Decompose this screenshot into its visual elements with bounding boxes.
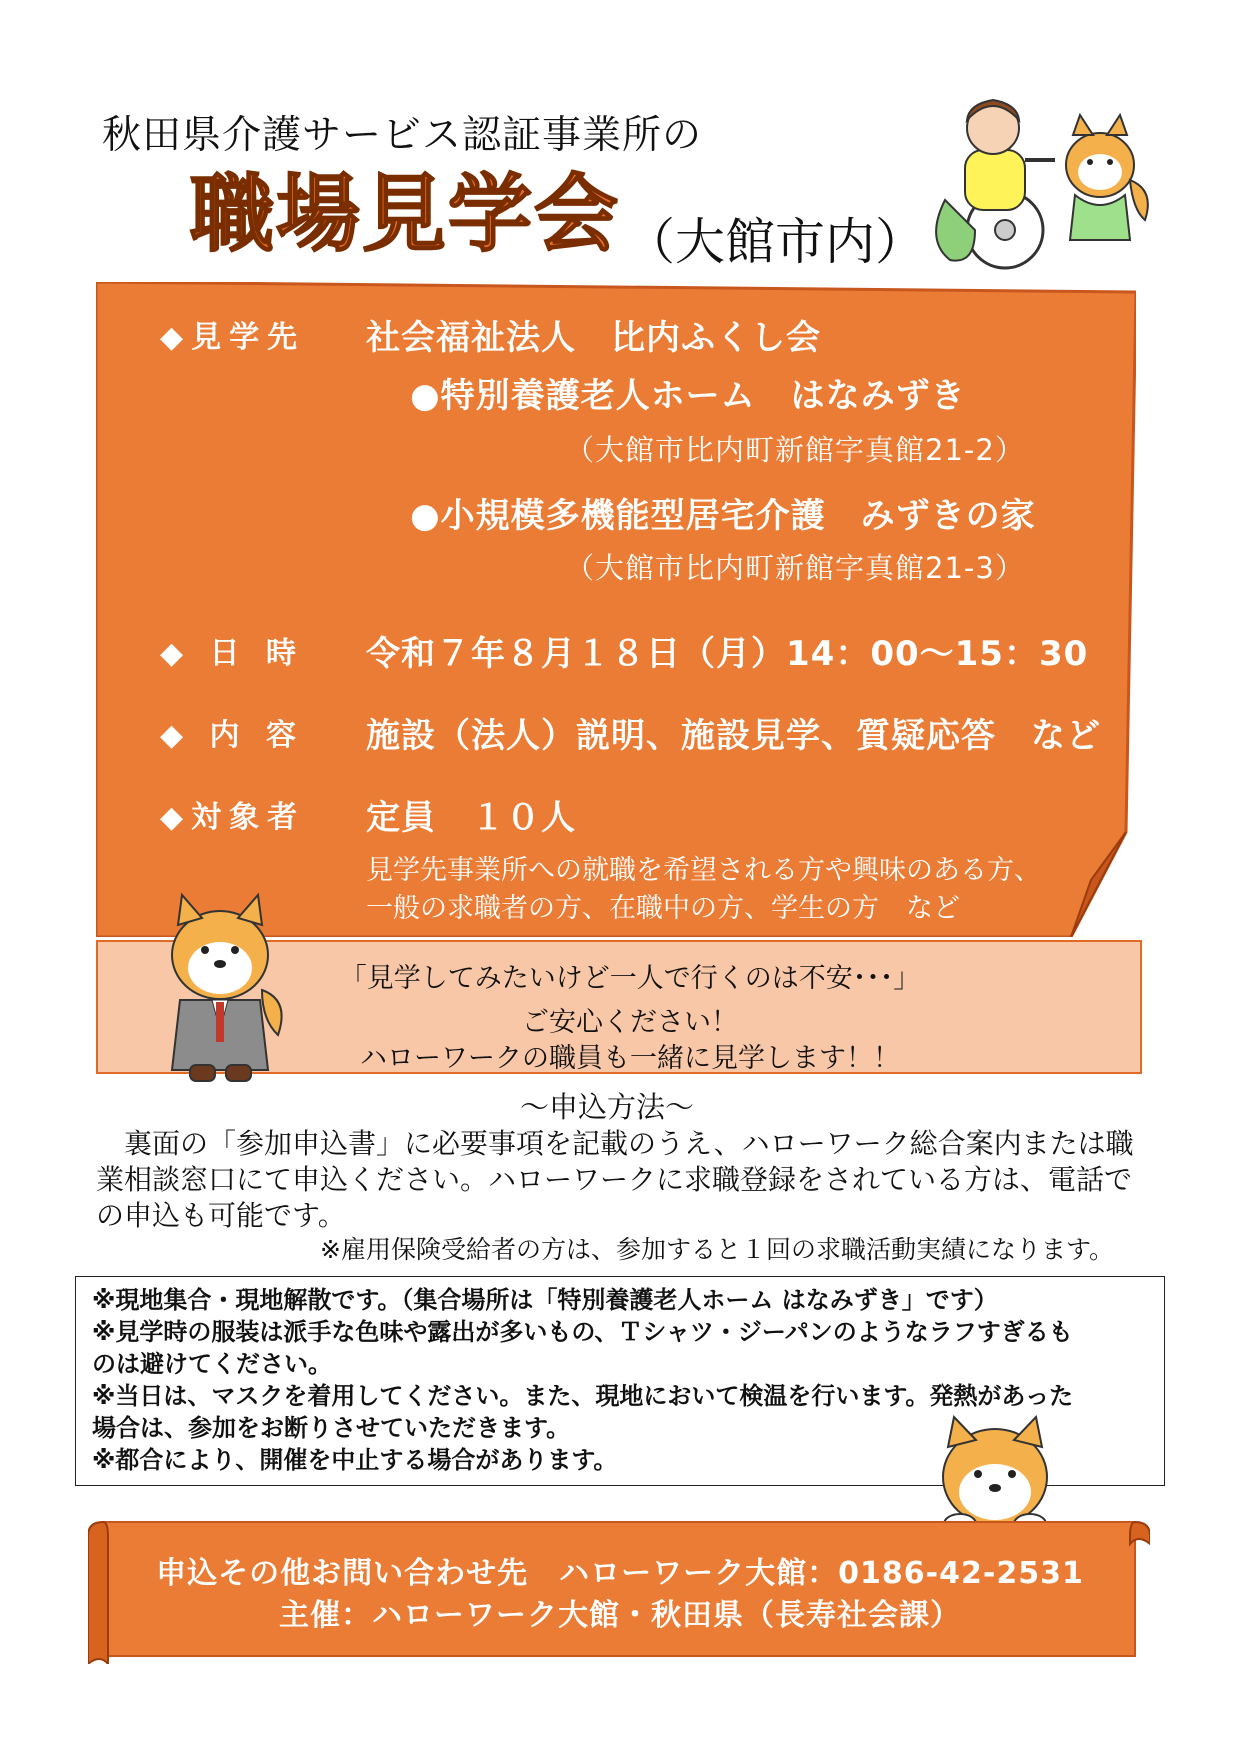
- apply-text: [96, 1126, 1146, 1234]
- dog-suit-illustration: [150, 880, 290, 1090]
- apply-note: ※雇用保険受給者の方は、参加すると１回の求職活動実績になります。: [320, 1235, 1114, 1264]
- note-line-4: ※当日は、マスクを着用してください。また、現地において検温を行います。発熱があった: [92, 1382, 1074, 1410]
- apply-line-2: 業相談窓口にて申込ください。ハローワークに求職登録をされている方は、電話で: [96, 1163, 1133, 1196]
- apply-line-3: の申込も可能です。: [96, 1199, 346, 1232]
- target-capacity: 定員 １０人: [366, 798, 576, 838]
- facility-1: ●特別養護老人ホーム はなみずき: [410, 376, 966, 416]
- header-subtitle: 秋田県介護サービス認証事業所の: [102, 113, 703, 158]
- note-line-2: ※見学時の服装は派手な色味や露出が多いもの、Ｔシャツ・ジーパンのようなラフすぎるも: [92, 1318, 1073, 1346]
- target-line-2: 一般の求職者の方、在職中の方、学生の方 など: [366, 893, 960, 924]
- reassure-line-2: ご安心ください！: [522, 1007, 738, 1038]
- content-label: ◆ 内 容: [160, 718, 304, 753]
- content-value: 施設（法人）説明、施設見学、質疑応答 など: [366, 716, 1101, 756]
- reassure-line-1: 「見学してみたいけど一人で行くのは不安･･･」: [339, 963, 921, 994]
- date-value: 令和７年８月１８日（月）14：00～15：30: [366, 634, 1089, 674]
- apply-heading: ～申込方法～: [520, 1090, 695, 1124]
- target-line-1: 見学先事業所への就職を希望される方や興味のある方、: [366, 855, 1041, 886]
- note-line-1: ※現地集合・現地解散です。（集合場所は「特別養護老人ホーム はなみずき」です）: [92, 1286, 998, 1314]
- address-1: （大館市比内町新館字真館21-2）: [565, 433, 1025, 467]
- address-2: （大館市比内町新館字真館21-3）: [565, 551, 1025, 585]
- note-line-5: 場合は、参加をお断りさせていただきます。: [92, 1414, 571, 1442]
- title-suffix: （大館市内）: [625, 213, 925, 271]
- wheelchair-illustration: [905, 90, 1155, 280]
- reassure-line-3: ハローワークの職員も一緒に見学します！！: [360, 1043, 900, 1074]
- facility-2: ●小規模多機能型居宅介護 みずきの家: [410, 496, 1036, 536]
- footer-contact: 申込その他お問い合わせ先 ハローワーク大館：0186-42-2531: [156, 1556, 1084, 1591]
- note-line-6: ※都合により、開催を中止する場合があります。: [92, 1446, 618, 1474]
- target-label: ◆対象者: [160, 800, 306, 835]
- note-line-3: のは避けてください。: [92, 1350, 332, 1378]
- apply-line-1: 裏面の「参加申込書」に必要事項を記載のうえ、ハローワーク総合案内または職: [96, 1127, 1134, 1160]
- visit-label: ◆見学先: [160, 320, 306, 355]
- date-label: ◆ 日 時: [160, 636, 304, 671]
- visit-org: 社会福祉法人 比内ふくし会: [366, 318, 821, 358]
- footer-host: 主催：ハローワーク大館・秋田県（長寿社会課）: [279, 1598, 961, 1633]
- page-title: 職場見学会: [190, 165, 621, 263]
